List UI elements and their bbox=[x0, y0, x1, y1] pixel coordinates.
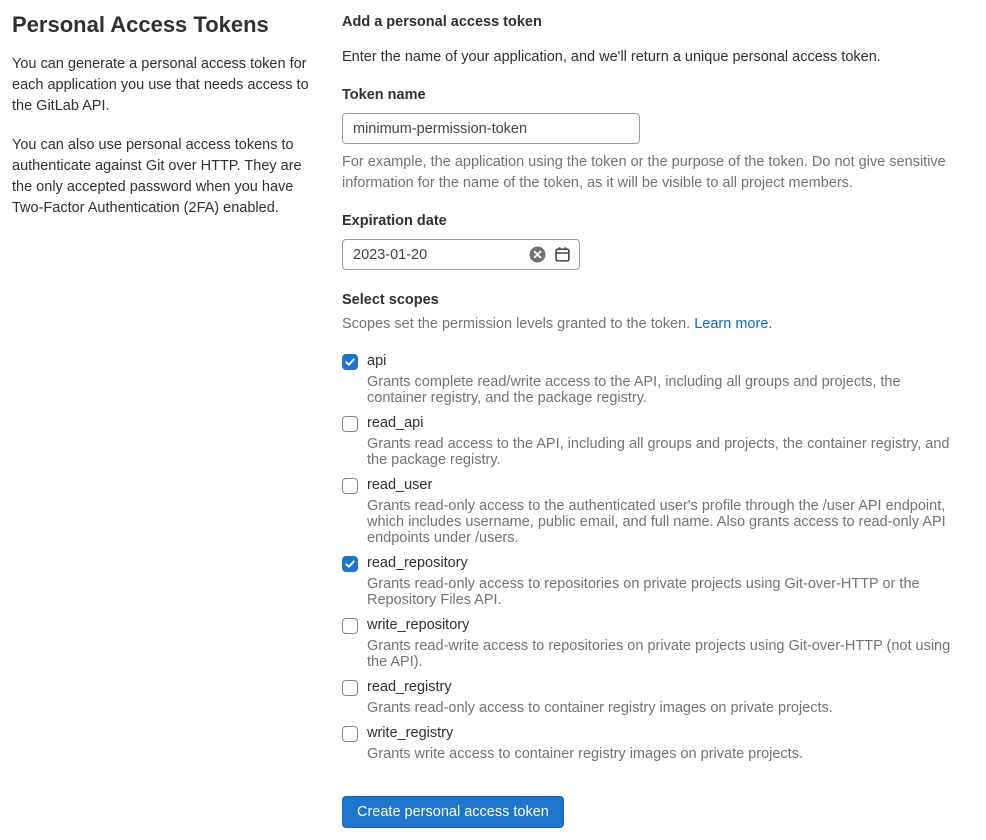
scope-checkbox-write_registry[interactable] bbox=[342, 726, 358, 742]
scopes-help-text: Scopes set the permission levels granted to the token. bbox=[342, 316, 695, 332]
scopes-help bbox=[342, 314, 963, 335]
calendar-icon bbox=[554, 246, 571, 263]
scope-name-label[interactable]: read_registry bbox=[367, 679, 452, 695]
select-scopes-group bbox=[342, 291, 963, 762]
token-name-group bbox=[342, 86, 963, 194]
scope-checkbox-read_repository[interactable] bbox=[342, 556, 358, 572]
page-title: Personal Access Tokens bbox=[12, 12, 269, 37]
scope-checkbox-read_api[interactable] bbox=[342, 416, 358, 432]
scope-checkbox-read_user[interactable] bbox=[342, 478, 358, 494]
scope-description: Grants read-write access to repositories on private projects using Git-over-HTTP (not using the API). bbox=[367, 638, 951, 670]
scope-row bbox=[342, 414, 963, 433]
scope-row bbox=[342, 616, 963, 635]
scope-item-api bbox=[342, 352, 963, 406]
scope-list bbox=[342, 352, 963, 762]
scope-name-label[interactable]: api bbox=[367, 353, 387, 369]
form-intro: Enter the name of your application, and we'll return a unique personal access token. bbox=[342, 49, 881, 65]
create-token-button[interactable]: Create personal access token bbox=[342, 796, 564, 828]
scope-row bbox=[342, 554, 963, 573]
scope-name-label[interactable]: read_api bbox=[367, 415, 424, 431]
scope-item-read_repository bbox=[342, 554, 963, 608]
scope-description: Grants write access to container registry images on private projects. bbox=[367, 746, 803, 762]
scope-row bbox=[342, 724, 963, 743]
scope-name-label[interactable]: write_registry bbox=[367, 725, 454, 741]
token-name-help: For example, the application using the token or the purpose of the token. Do not give sensitive information for the name of the token, as it will be visible to all project members. bbox=[342, 154, 946, 191]
expiration-date-field bbox=[342, 239, 580, 270]
scope-description: Grants complete read/write access to the API, including all groups and projects, the container registry, and the package registry. bbox=[367, 374, 901, 406]
scope-row bbox=[342, 678, 963, 697]
scope-row bbox=[342, 352, 963, 371]
scope-row bbox=[342, 476, 963, 495]
scope-item-read_user bbox=[342, 476, 963, 546]
scope-description: Grants read-only access to container registry images on private projects. bbox=[367, 700, 833, 716]
scope-checkbox-api[interactable] bbox=[342, 354, 358, 370]
scope-item-read_registry bbox=[342, 678, 963, 716]
token-name-label: Token name bbox=[342, 87, 426, 103]
scope-name-label[interactable]: write_repository bbox=[367, 617, 470, 633]
checkmark-icon bbox=[344, 558, 356, 570]
add-token-form bbox=[342, 12, 963, 828]
scope-name-label[interactable]: read_repository bbox=[367, 555, 468, 571]
page-paragraph-authenticate: You can also use personal access tokens to authenticate against Git over HTTP. They are the only accepted password when you have Two-Factor Authentication (2FA) enabled. bbox=[12, 137, 302, 217]
scope-name-label[interactable]: read_user bbox=[367, 477, 433, 493]
checkmark-icon bbox=[344, 356, 356, 368]
scope-item-write_registry bbox=[342, 724, 963, 762]
scope-description: Grants read access to the API, including all groups and projects, the container registry, and the package registry. bbox=[367, 436, 950, 468]
scope-checkbox-write_repository[interactable] bbox=[342, 618, 358, 634]
clear-icon bbox=[529, 246, 546, 263]
scope-item-write_repository bbox=[342, 616, 963, 670]
scope-description: Grants read-only access to the authenticated user's profile through the /user API endpoint, which includes username, public email, and full name. Also grants access to read-only API endpoints under /users. bbox=[367, 498, 946, 546]
learn-more-link[interactable]: Learn more. bbox=[694, 316, 773, 332]
expiration-date-label: Expiration date bbox=[342, 213, 447, 229]
scope-description: Grants read-only access to repositories on private projects using Git-over-HTTP or the Repository Files API. bbox=[367, 576, 920, 608]
token-name-input[interactable] bbox=[342, 113, 640, 144]
expiration-date-group bbox=[342, 212, 963, 270]
scope-checkbox-read_registry[interactable] bbox=[342, 680, 358, 696]
page-paragraph-generate: You can generate a personal access token for each application you use that needs access to the GitLab API. bbox=[12, 56, 309, 115]
form-heading: Add a personal access token bbox=[342, 14, 542, 30]
page-description-panel bbox=[12, 12, 322, 828]
select-scopes-label: Select scopes bbox=[342, 292, 439, 308]
calendar-button[interactable] bbox=[553, 246, 571, 264]
scope-item-read_api bbox=[342, 414, 963, 468]
clear-date-button[interactable] bbox=[528, 246, 546, 264]
